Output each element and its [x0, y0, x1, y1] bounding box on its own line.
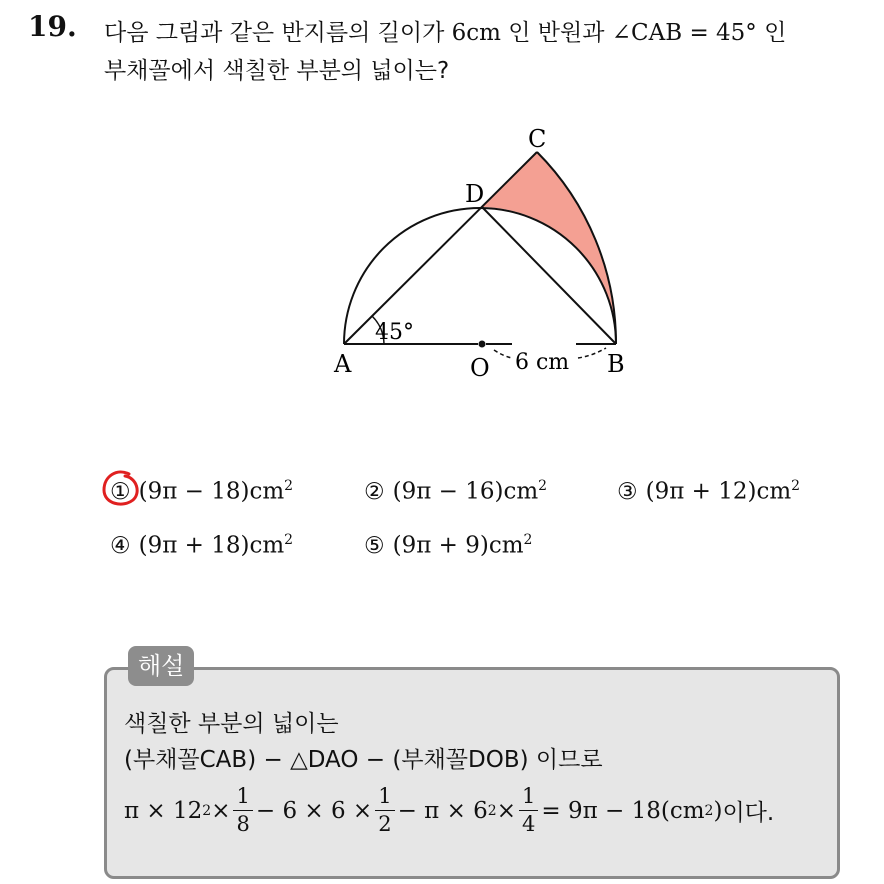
question-angle-value: ∠CAB = 45° [611, 20, 757, 46]
question-line-2: 부채꼴에서 색칠한 부분의 넓이는? [104, 58, 450, 84]
label-d: D [465, 180, 485, 208]
formula-text: 이다. [722, 800, 775, 826]
question-text-part: 인 [756, 20, 787, 46]
fraction-numerator: 1 [519, 786, 538, 811]
solution-text: 이므로 [528, 747, 603, 773]
fraction-one-eighth [233, 786, 252, 835]
choice-4[interactable] [110, 532, 293, 559]
solution-expression: (부채꼴CAB) − △DAO − (부채꼴DOB) [124, 747, 529, 773]
question-line-1 [104, 14, 864, 52]
choice-5[interactable] [364, 532, 532, 559]
formula-operator: × [211, 797, 231, 824]
formula-exponent: 2 [704, 802, 714, 819]
question-radius-value: 6cm [451, 20, 501, 46]
geometry-figure [320, 115, 640, 385]
choice-exponent: 2 [523, 532, 533, 548]
choice-exponent: 2 [791, 478, 801, 494]
question-text-part: 인 반원과 [500, 20, 612, 46]
solution-line-2 [124, 741, 603, 774]
choice-exponent: 2 [538, 478, 548, 494]
label-o: O [470, 354, 490, 382]
label-radius: 6 cm [515, 350, 570, 375]
formula-exponent: 2 [202, 802, 212, 819]
fraction-denominator: 2 [378, 812, 392, 836]
question-number: 19. [28, 10, 77, 43]
solution-line-1: 색칠한 부분의 넓이는 [124, 711, 339, 737]
choice-expression: (9π − 16)cm [392, 478, 539, 505]
choice-exponent: 2 [284, 532, 294, 548]
label-a: A [334, 350, 352, 378]
choice-number: ① [110, 478, 131, 505]
center-point-o [479, 341, 486, 348]
choice-expression: (9π + 9)cm [392, 532, 524, 559]
fraction-denominator: 4 [522, 812, 536, 836]
choice-2[interactable] [364, 478, 547, 505]
dimension-dash-left [494, 350, 512, 358]
choice-expression: (9π − 18)cm [138, 478, 285, 505]
formula-term: − π × 6 [397, 797, 488, 824]
fraction-one-half [375, 786, 394, 835]
formula-term: − 6 × 6 × [255, 797, 373, 824]
solution-formula [124, 786, 774, 835]
label-c: C [528, 125, 547, 153]
label-b: B [607, 350, 625, 378]
solution-tag: 해설 [128, 646, 194, 686]
formula-term: π × 12 [124, 797, 203, 824]
formula-operator: × [496, 797, 516, 824]
fraction-denominator: 8 [236, 812, 250, 836]
formula-result: ) [713, 797, 723, 824]
segment-ac [344, 152, 537, 344]
choice-number: ⑤ [364, 532, 385, 559]
fraction-one-quarter [519, 786, 538, 835]
choice-number: ② [364, 478, 385, 505]
choice-3[interactable] [617, 478, 800, 505]
question-text [104, 14, 864, 90]
fraction-numerator: 1 [375, 786, 394, 811]
choice-expression: (9π + 12)cm [645, 478, 792, 505]
choice-number: ④ [110, 532, 131, 559]
fraction-numerator: 1 [233, 786, 252, 811]
dimension-dash-right [578, 348, 606, 358]
question-text-part: 다음 그림과 같은 반지름의 길이가 [104, 20, 452, 46]
choice-1[interactable] [110, 478, 293, 505]
formula-result: = 9π − 18(cm [541, 797, 705, 824]
label-angle: 45° [375, 320, 414, 345]
choice-exponent: 2 [284, 478, 294, 494]
choice-expression: (9π + 18)cm [138, 532, 285, 559]
formula-exponent: 2 [487, 802, 497, 819]
choice-number: ③ [617, 478, 638, 505]
shaded-region [482, 152, 616, 344]
